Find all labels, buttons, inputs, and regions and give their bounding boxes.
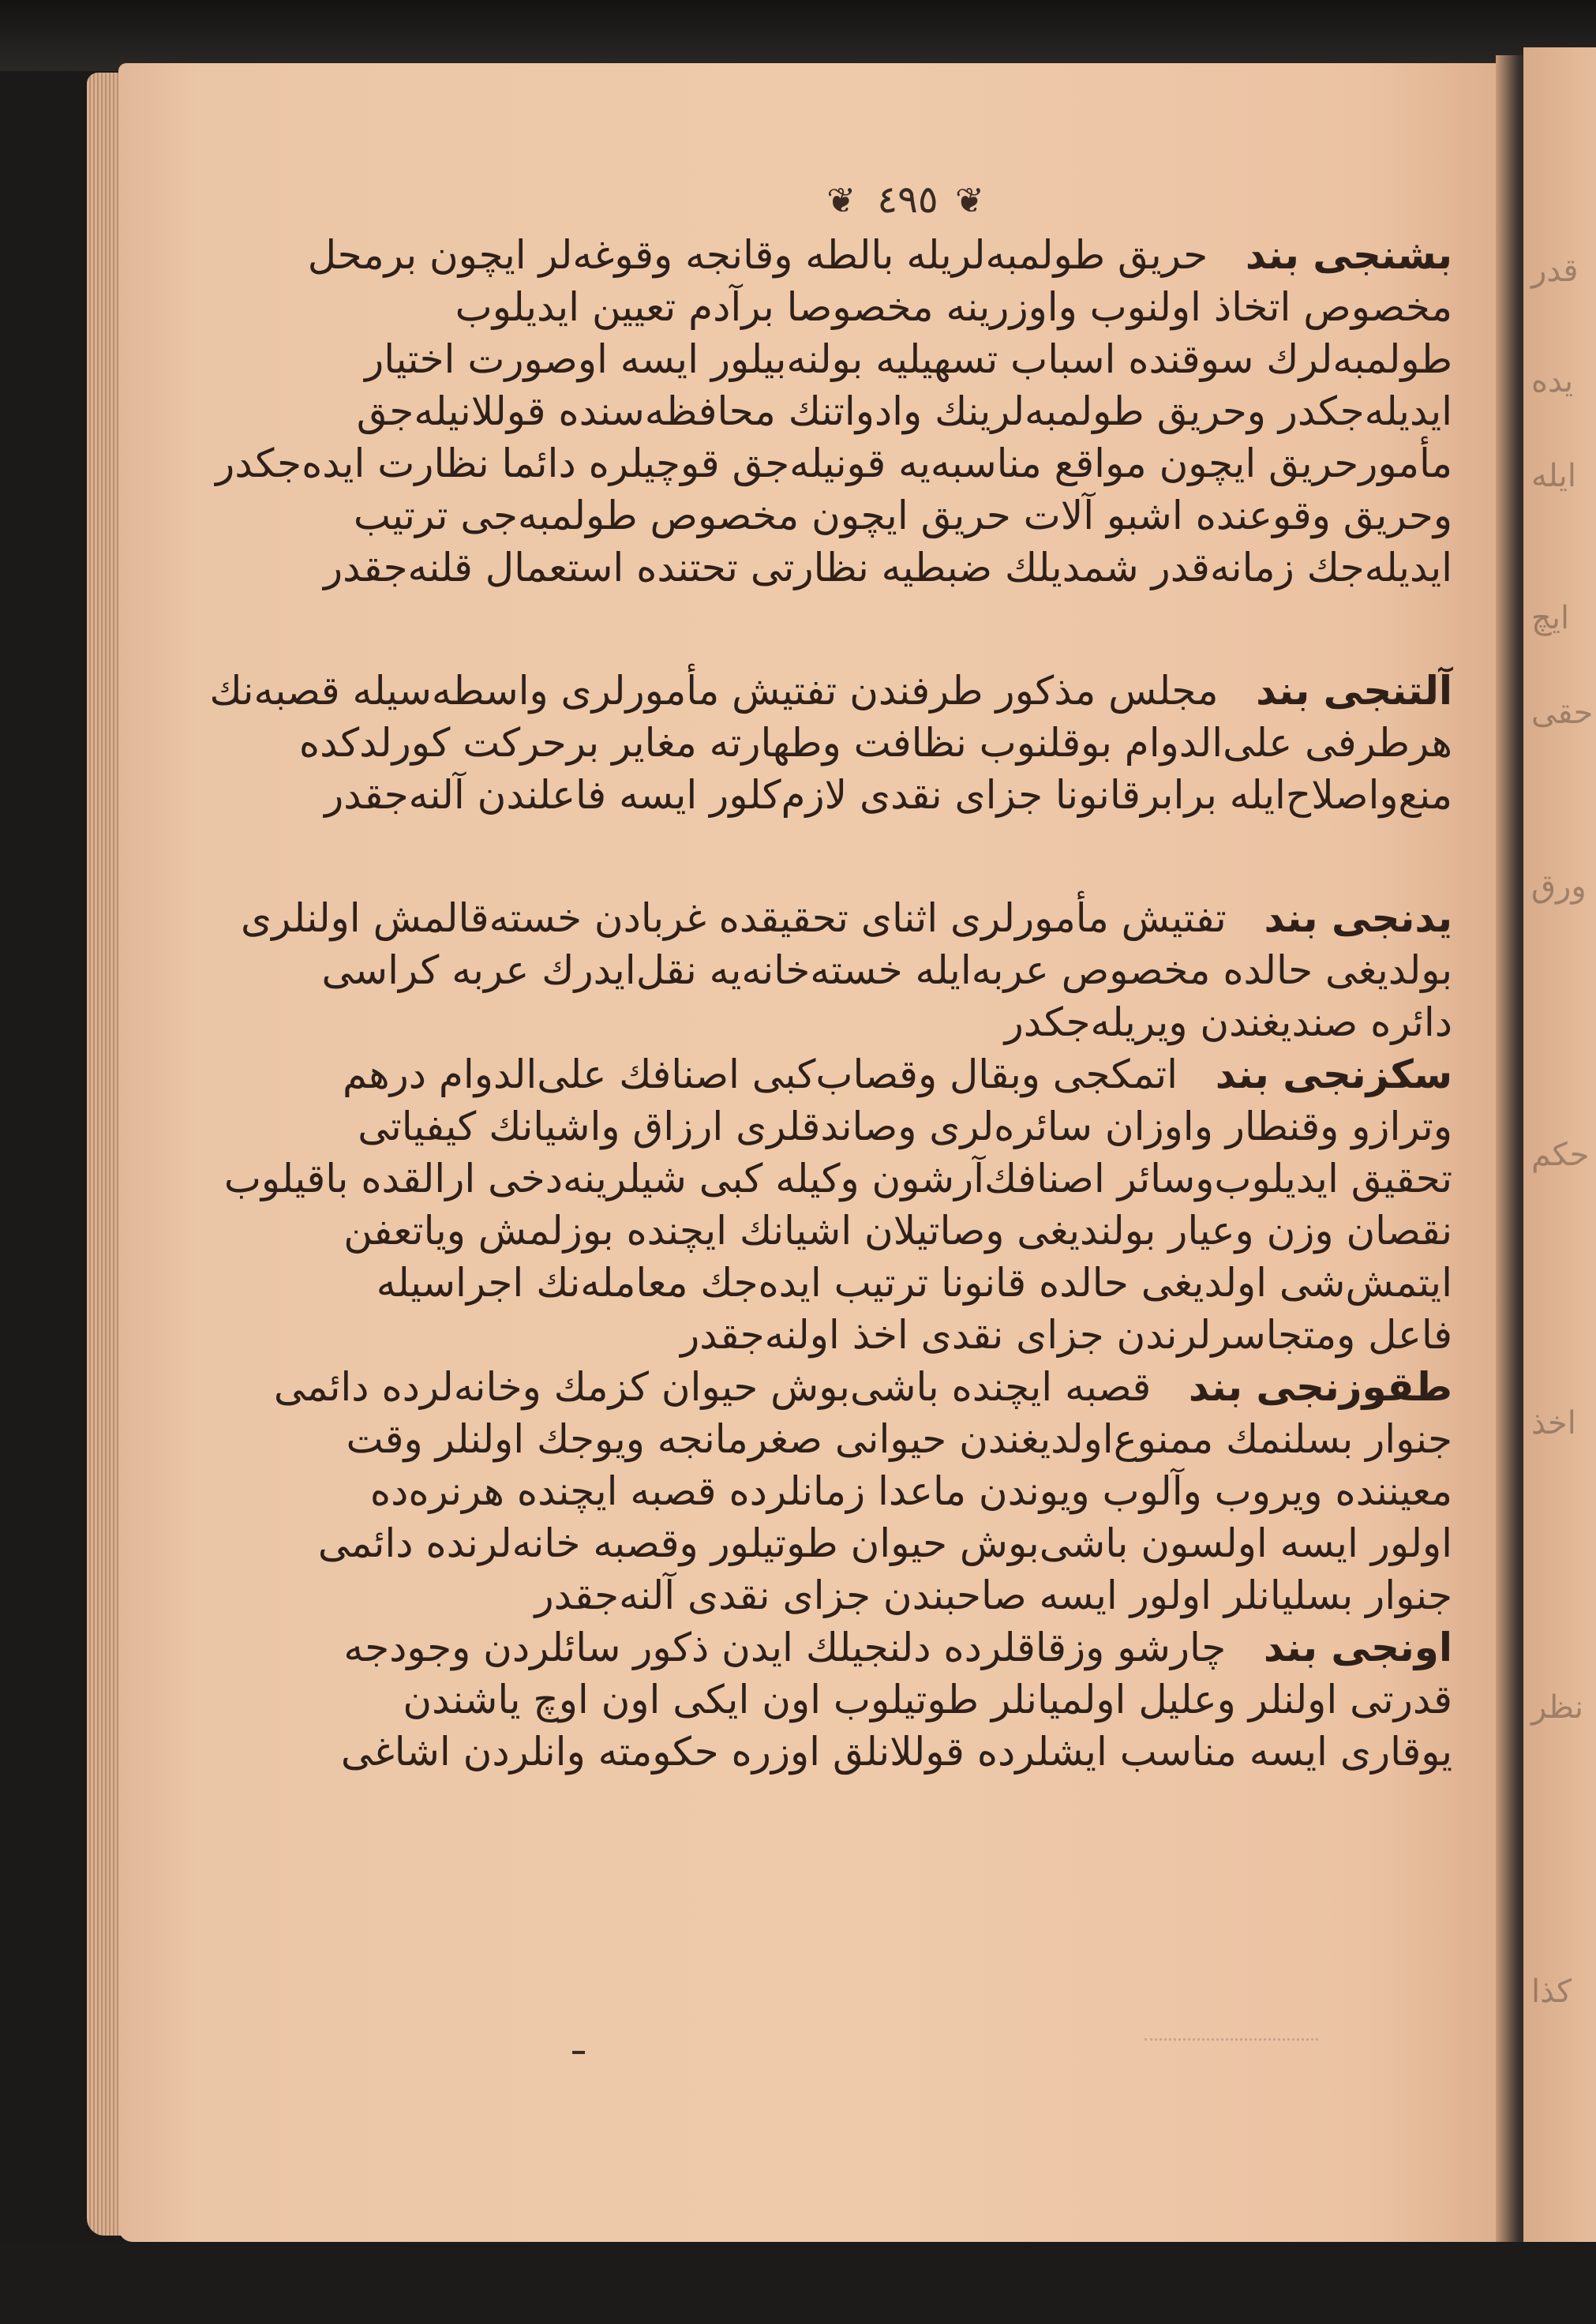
text-line [209, 665, 1452, 717]
ornament-left-icon: ❦ [826, 181, 861, 221]
text-line: ایدیله‌جکدر وحریق طولمبه‌لرینك وادواتنك محافظه‌سنده قوللانیله‌جق [356, 388, 1452, 434]
text-line: یوقاری ایسه مناسب ایشلرده قوللانلق اوزره حکومته وانلردن اشاغی [340, 1729, 1452, 1775]
facing-page-fragment: اخذ [1531, 1405, 1576, 1441]
text-line: جنوار بسلنمك ممنوع‌اولدیغندن حیوانی صغرمانجه ویوجك اولنلر وقت [346, 1416, 1452, 1462]
line-text: تفتیش مأمورلری اثنای تحقیقده غربادن خسته‌قالمش اولنلری [241, 895, 1227, 941]
page-number-header [789, 178, 1026, 222]
paragraph-gap [446, 821, 1452, 892]
article-10 [340, 1621, 1452, 1778]
text-line: ایتمش‌شی اولدیغی حالده قانونا ترتیب ایده‌جك معامله‌نك اجراسیله [376, 1260, 1452, 1306]
facing-page-fragment: نظر [1531, 1689, 1584, 1726]
line-text: قصبه ایچنده باشی‌بوش حیوان کزمك وخانه‌لرده دائمی [273, 1364, 1152, 1410]
facing-page-fragment: کذا [1531, 1974, 1572, 2010]
article-heading: اونجی بند [1263, 1625, 1452, 1670]
article-heading: بشنجی بند [1245, 232, 1452, 278]
facing-page-fragment: قدر [1531, 253, 1579, 289]
text-line [342, 1048, 1452, 1100]
ornament-right-icon: ❦ [954, 181, 989, 221]
facing-page-fragment: ایله [1531, 458, 1576, 494]
text-line: نقصان وزن وعیار بولندیغی وصاتیلان اشیانك ایچنده بوزلمش ویاتعفن [343, 1208, 1452, 1254]
text-line: هرطرفی علی‌الدوام بوقلنوب نظافت وطهارته مغایر برحرکت کورلدکده [298, 720, 1452, 766]
text-line: فاعل ومتجاسرلرندن جزای نقدی اخذ اولنه‌جقدر [680, 1312, 1452, 1358]
text-line [273, 1361, 1452, 1413]
text-line: بولدیغی حالده مخصوص عربه‌ایله خسته‌خانه‌یه نقل‌ایدرك عربه کراسی [321, 947, 1452, 993]
text-line: وحریق وقوعنده اشبو آلات حریق ایچون مخصوص طولمبه‌جی ترتیب [353, 493, 1452, 538]
ink-mark [572, 2051, 585, 2054]
paragraph-gap [446, 594, 1452, 665]
scan-background-bottom [0, 2242, 1596, 2324]
line-text: اتمکجی وبقال وقصاب‌کبی اصنافك علی‌الدوام درهم [342, 1051, 1178, 1097]
text-line: معیننده ویروب وآلوب ویوندن ماعدا زمانلرده قصبه ایچنده هرنره‌ده [369, 1468, 1452, 1514]
scan-background-top [0, 0, 1596, 71]
article-heading: طقوزنجی بند [1188, 1364, 1452, 1410]
article-5 [215, 229, 1452, 594]
text-line: وترازو وقنطار واوزان سائره‌لری وصاندقلری ارزاق واشیانك کیفیاتی [358, 1104, 1452, 1149]
text-line: دائره صندیغندن ویریله‌جکدر [1004, 999, 1452, 1045]
article-7 [241, 892, 1452, 1048]
line-text: چارشو وزقاقلرده دلنجیلك ایدن ذکور سائلردن وجودجه [343, 1625, 1227, 1670]
text-line: جنوار بسلیانلر اولور ایسه صاحبندن جزای نقدی آلنه‌جقدر [534, 1572, 1452, 1618]
facing-page-fragment: ورق [1531, 868, 1587, 905]
article-6 [209, 665, 1452, 821]
text-line: تحقیق ایدیلوب‌وسائر اصنافك‌آرشون وکیله کبی شیلرینه‌دخی ارالقده باقیلوب [223, 1156, 1452, 1201]
book-gutter [1496, 55, 1527, 2266]
text-line: ایدیله‌جك زمانه‌قدر شمدیلك ضبطیه نظارتی تحتنده استعمال قلنه‌جقدر [323, 545, 1452, 590]
text-line: اولور ایسه اولسون باشی‌بوش حیوان طوتیلور وقصبه خانه‌لرنده دائمی [317, 1520, 1452, 1566]
text-line [241, 892, 1452, 944]
facing-page-edge [1523, 47, 1596, 2281]
article-heading: سکزنجی بند [1215, 1051, 1452, 1097]
text-line [343, 1621, 1452, 1674]
body-text [209, 229, 1452, 1778]
article-heading: آلتنجی بند [1256, 668, 1452, 714]
facing-page-fragment: یده [1531, 363, 1574, 399]
line-text: مجلس مذکور طرفندن تفتیش مأمورلری واسطه‌سیله قصبه‌نك [209, 668, 1219, 714]
faded-catchword-mark [1145, 2022, 1318, 2041]
text-line [307, 229, 1452, 281]
text-line: مأمورحریق ایچون مواقع مناسبه‌یه قونیله‌جق قوچیلره دائما نظارت ایده‌جکدر [215, 440, 1452, 486]
article-heading: یدنجی بند [1264, 895, 1452, 941]
facing-page-fragment: حکم [1531, 1137, 1590, 1173]
article-8 [223, 1048, 1452, 1361]
text-line: طولمبه‌لرك سوقنده اسباب تسهیلیه بولنه‌بیلور ایسه اوصورت اختیار [365, 336, 1452, 382]
text-line: منع‌واصلاح‌ایله برابرقانونا جزای نقدی لازم‌کلور ایسه فاعلندن آلنه‌جقدر [324, 772, 1452, 818]
text-line: قدرتی اولنلر وعلیل اولمیانلر طوتیلوب اون ایکی اون اوچ یاشندن [403, 1677, 1452, 1722]
article-9 [273, 1361, 1452, 1621]
facing-page-fragment: ایچ [1531, 600, 1570, 636]
line-text: حریق طولمبه‌لریله بالطه وقانجه وقوغه‌لر ایچون برمحل [307, 232, 1208, 278]
text-line: مخصوص اتخاذ اولنوب واوزرینه مخصوصا برآدم تعیین ایدیلوب [455, 284, 1452, 330]
facing-page-fragment: حقی [1531, 695, 1594, 731]
page-number: ٤٩٥ [877, 178, 938, 222]
